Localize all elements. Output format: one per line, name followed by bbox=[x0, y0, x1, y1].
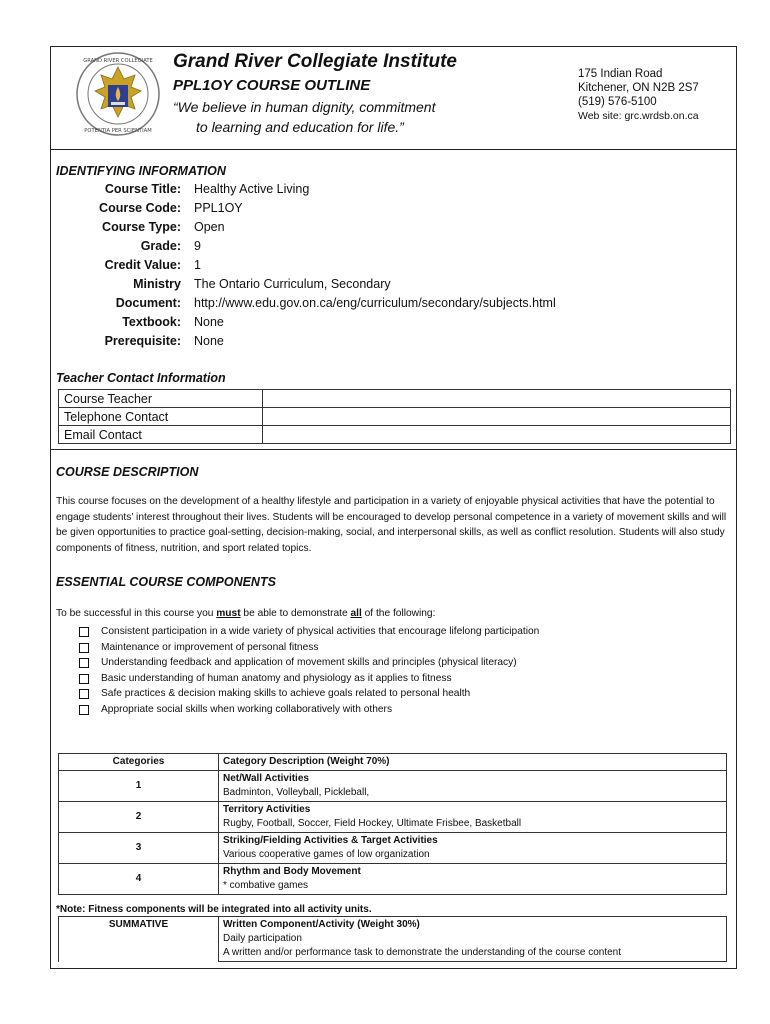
table-row bbox=[59, 917, 727, 962]
section-divider bbox=[51, 449, 736, 450]
address-phone: (519) 576-5100 bbox=[578, 96, 657, 108]
teacher-contact-title: Teacher Contact Information bbox=[56, 371, 226, 385]
identifying-value: None bbox=[194, 315, 224, 329]
summative-line: Daily participation bbox=[223, 933, 302, 944]
svg-text:GRAND RIVER COLLEGIATE: GRAND RIVER COLLEGIATE bbox=[83, 58, 153, 64]
course-outline-page bbox=[50, 46, 737, 969]
list-item bbox=[79, 686, 539, 702]
course-outline-title: PPL1OY COURSE OUTLINE bbox=[173, 77, 371, 94]
header bbox=[51, 47, 736, 150]
address-street: 175 Indian Road bbox=[578, 68, 663, 80]
identifying-value: Healthy Active Living bbox=[194, 182, 310, 196]
identifying-row bbox=[51, 220, 731, 239]
essential-components-list bbox=[79, 624, 539, 718]
checkbox-square-icon bbox=[79, 705, 89, 715]
identifying-row bbox=[51, 315, 731, 334]
category-detail: * combative games bbox=[223, 880, 309, 891]
identifying-row bbox=[51, 258, 731, 277]
table-row bbox=[59, 390, 731, 408]
motto-line-2: to learning and education for life.” bbox=[196, 119, 404, 135]
school-name: Grand River Collegiate Institute bbox=[173, 51, 457, 72]
category-number: 2 bbox=[59, 802, 219, 833]
table-row bbox=[59, 426, 731, 444]
summative-label: SUMMATIVE bbox=[59, 917, 219, 962]
checkbox-square-icon bbox=[79, 658, 89, 668]
identifying-label: Ministry bbox=[133, 277, 181, 291]
intro-text: of the following: bbox=[361, 608, 436, 619]
essential-components-title: ESSENTIAL COURSE COMPONENTS bbox=[56, 575, 276, 589]
table-row bbox=[59, 408, 731, 426]
identifying-value: 9 bbox=[194, 239, 201, 253]
contact-label: Email Contact bbox=[59, 426, 263, 444]
categories-header: Categories bbox=[59, 754, 219, 771]
list-item bbox=[79, 640, 539, 656]
category-number: 3 bbox=[59, 833, 219, 864]
category-number: 4 bbox=[59, 864, 219, 895]
checkbox-square-icon bbox=[79, 643, 89, 653]
identifying-label: Course Title: bbox=[104, 182, 181, 196]
identifying-label: Document: bbox=[115, 296, 181, 310]
identifying-value: None bbox=[194, 334, 224, 348]
svg-text:POTENTIA PER SCIENTIAM: POTENTIA PER SCIENTIAM bbox=[84, 128, 152, 134]
checkbox-square-icon bbox=[79, 689, 89, 699]
table-row bbox=[59, 864, 727, 895]
identifying-label: Textbook: bbox=[122, 315, 181, 329]
table-row bbox=[59, 802, 727, 833]
contact-value bbox=[263, 390, 731, 408]
component-text: Appropriate social skills when working collaboratively with others bbox=[101, 703, 393, 715]
list-item bbox=[79, 655, 539, 671]
category-name: Striking/Fielding Activities & Target Activities bbox=[223, 835, 438, 846]
course-description-text: This course focuses on the development of a healthy lifestyle and participation in a variety of enjoyable physical activities that have the potential to engage students’ interest throughout their lives. Students will be encouraged to develop personal competence in a variety of movement skills and will be given opportunities to practice goal-setting, decision-making, social, and interpersonal skills, as well as conflict resolution. Students will also study components of fitness, nutrition, and sport related topics. bbox=[56, 496, 727, 554]
identifying-value: http://www.edu.gov.on.ca/eng/curriculum/secondary/subjects.html bbox=[194, 296, 556, 310]
intro-text: be able to demonstrate bbox=[240, 608, 351, 619]
summative-title: Written Component/Activity (Weight 30%) bbox=[223, 919, 420, 930]
summative-description bbox=[219, 917, 727, 962]
identifying-row bbox=[51, 277, 731, 296]
table-header-row bbox=[59, 754, 727, 771]
course-description-title: COURSE DESCRIPTION bbox=[56, 465, 199, 479]
intro-all: all bbox=[350, 608, 362, 619]
category-detail: Badminton, Volleyball, Pickleball, bbox=[223, 787, 370, 798]
school-website: Web site: grc.wrdsb.on.ca bbox=[578, 110, 699, 122]
category-number: 1 bbox=[59, 771, 219, 802]
identifying-row bbox=[51, 296, 731, 315]
identifying-row bbox=[51, 239, 731, 258]
school-seal-icon bbox=[75, 51, 161, 137]
identifying-label: Grade: bbox=[140, 239, 181, 253]
table-row bbox=[59, 771, 727, 802]
component-text: Understanding feedback and application of movement skills and principles (physical literacy) bbox=[101, 657, 517, 669]
component-text: Consistent participation in a wide variety of physical activities that encourage lifelong participation bbox=[101, 626, 540, 637]
summative-line: A written and/or performance task to demonstrate the understanding of the course content bbox=[223, 947, 622, 958]
grading-table bbox=[58, 753, 727, 895]
component-text: Maintenance or improvement of personal fitness bbox=[101, 641, 319, 653]
motto-line-1: “We believe in human dignity, commitment bbox=[173, 99, 436, 115]
intro-text: To be successful in this course you bbox=[56, 608, 217, 619]
category-name: Rhythm and Body Movement bbox=[223, 866, 361, 877]
category-description bbox=[219, 833, 727, 864]
identifying-row bbox=[51, 334, 731, 353]
identifying-value: 1 bbox=[194, 258, 201, 272]
identifying-value: PPL1OY bbox=[194, 201, 243, 215]
table-row bbox=[59, 833, 727, 864]
category-name: Net/Wall Activities bbox=[223, 773, 309, 784]
identifying-label: Course Code: bbox=[99, 201, 181, 215]
category-name: Territory Activities bbox=[223, 804, 311, 815]
list-item bbox=[79, 702, 539, 718]
contact-value bbox=[263, 426, 731, 444]
identifying-info-title: IDENTIFYING INFORMATION bbox=[56, 164, 226, 178]
identifying-label: Course Type: bbox=[102, 220, 181, 234]
category-detail: Rugby, Football, Soccer, Field Hockey, Ultimate Frisbee, Basketball bbox=[223, 818, 522, 829]
essential-components-intro bbox=[56, 608, 435, 619]
checkbox-square-icon bbox=[79, 674, 89, 684]
teacher-contact-table bbox=[58, 389, 731, 444]
identifying-row bbox=[51, 201, 731, 220]
checkbox-square-icon bbox=[79, 627, 89, 637]
intro-must: must bbox=[216, 608, 241, 619]
identifying-label: Prerequisite: bbox=[104, 334, 181, 348]
identifying-row bbox=[51, 182, 731, 201]
category-description bbox=[219, 864, 727, 895]
category-detail: Various cooperative games of low organization bbox=[223, 849, 430, 860]
identifying-value: Open bbox=[194, 220, 225, 234]
fitness-note: *Note: Fitness components will be integrated into all activity units. bbox=[56, 904, 372, 915]
category-description bbox=[219, 802, 727, 833]
summative-table bbox=[58, 916, 727, 962]
contact-value bbox=[263, 408, 731, 426]
contact-label: Telephone Contact bbox=[59, 408, 263, 426]
component-text: Safe practices & decision making skills to achieve goals related to personal health bbox=[101, 688, 471, 700]
list-item bbox=[79, 624, 539, 640]
component-text: Basic understanding of human anatomy and physiology as it applies to fitness bbox=[101, 672, 452, 684]
address-city: Kitchener, ON N2B 2S7 bbox=[578, 82, 699, 94]
school-address bbox=[578, 67, 699, 123]
identifying-value: The Ontario Curriculum, Secondary bbox=[194, 277, 391, 291]
description-header: Category Description (Weight 70%) bbox=[219, 754, 727, 771]
list-item bbox=[79, 671, 539, 687]
contact-label: Course Teacher bbox=[59, 390, 263, 408]
identifying-label: Credit Value: bbox=[104, 258, 181, 272]
category-description bbox=[219, 771, 727, 802]
